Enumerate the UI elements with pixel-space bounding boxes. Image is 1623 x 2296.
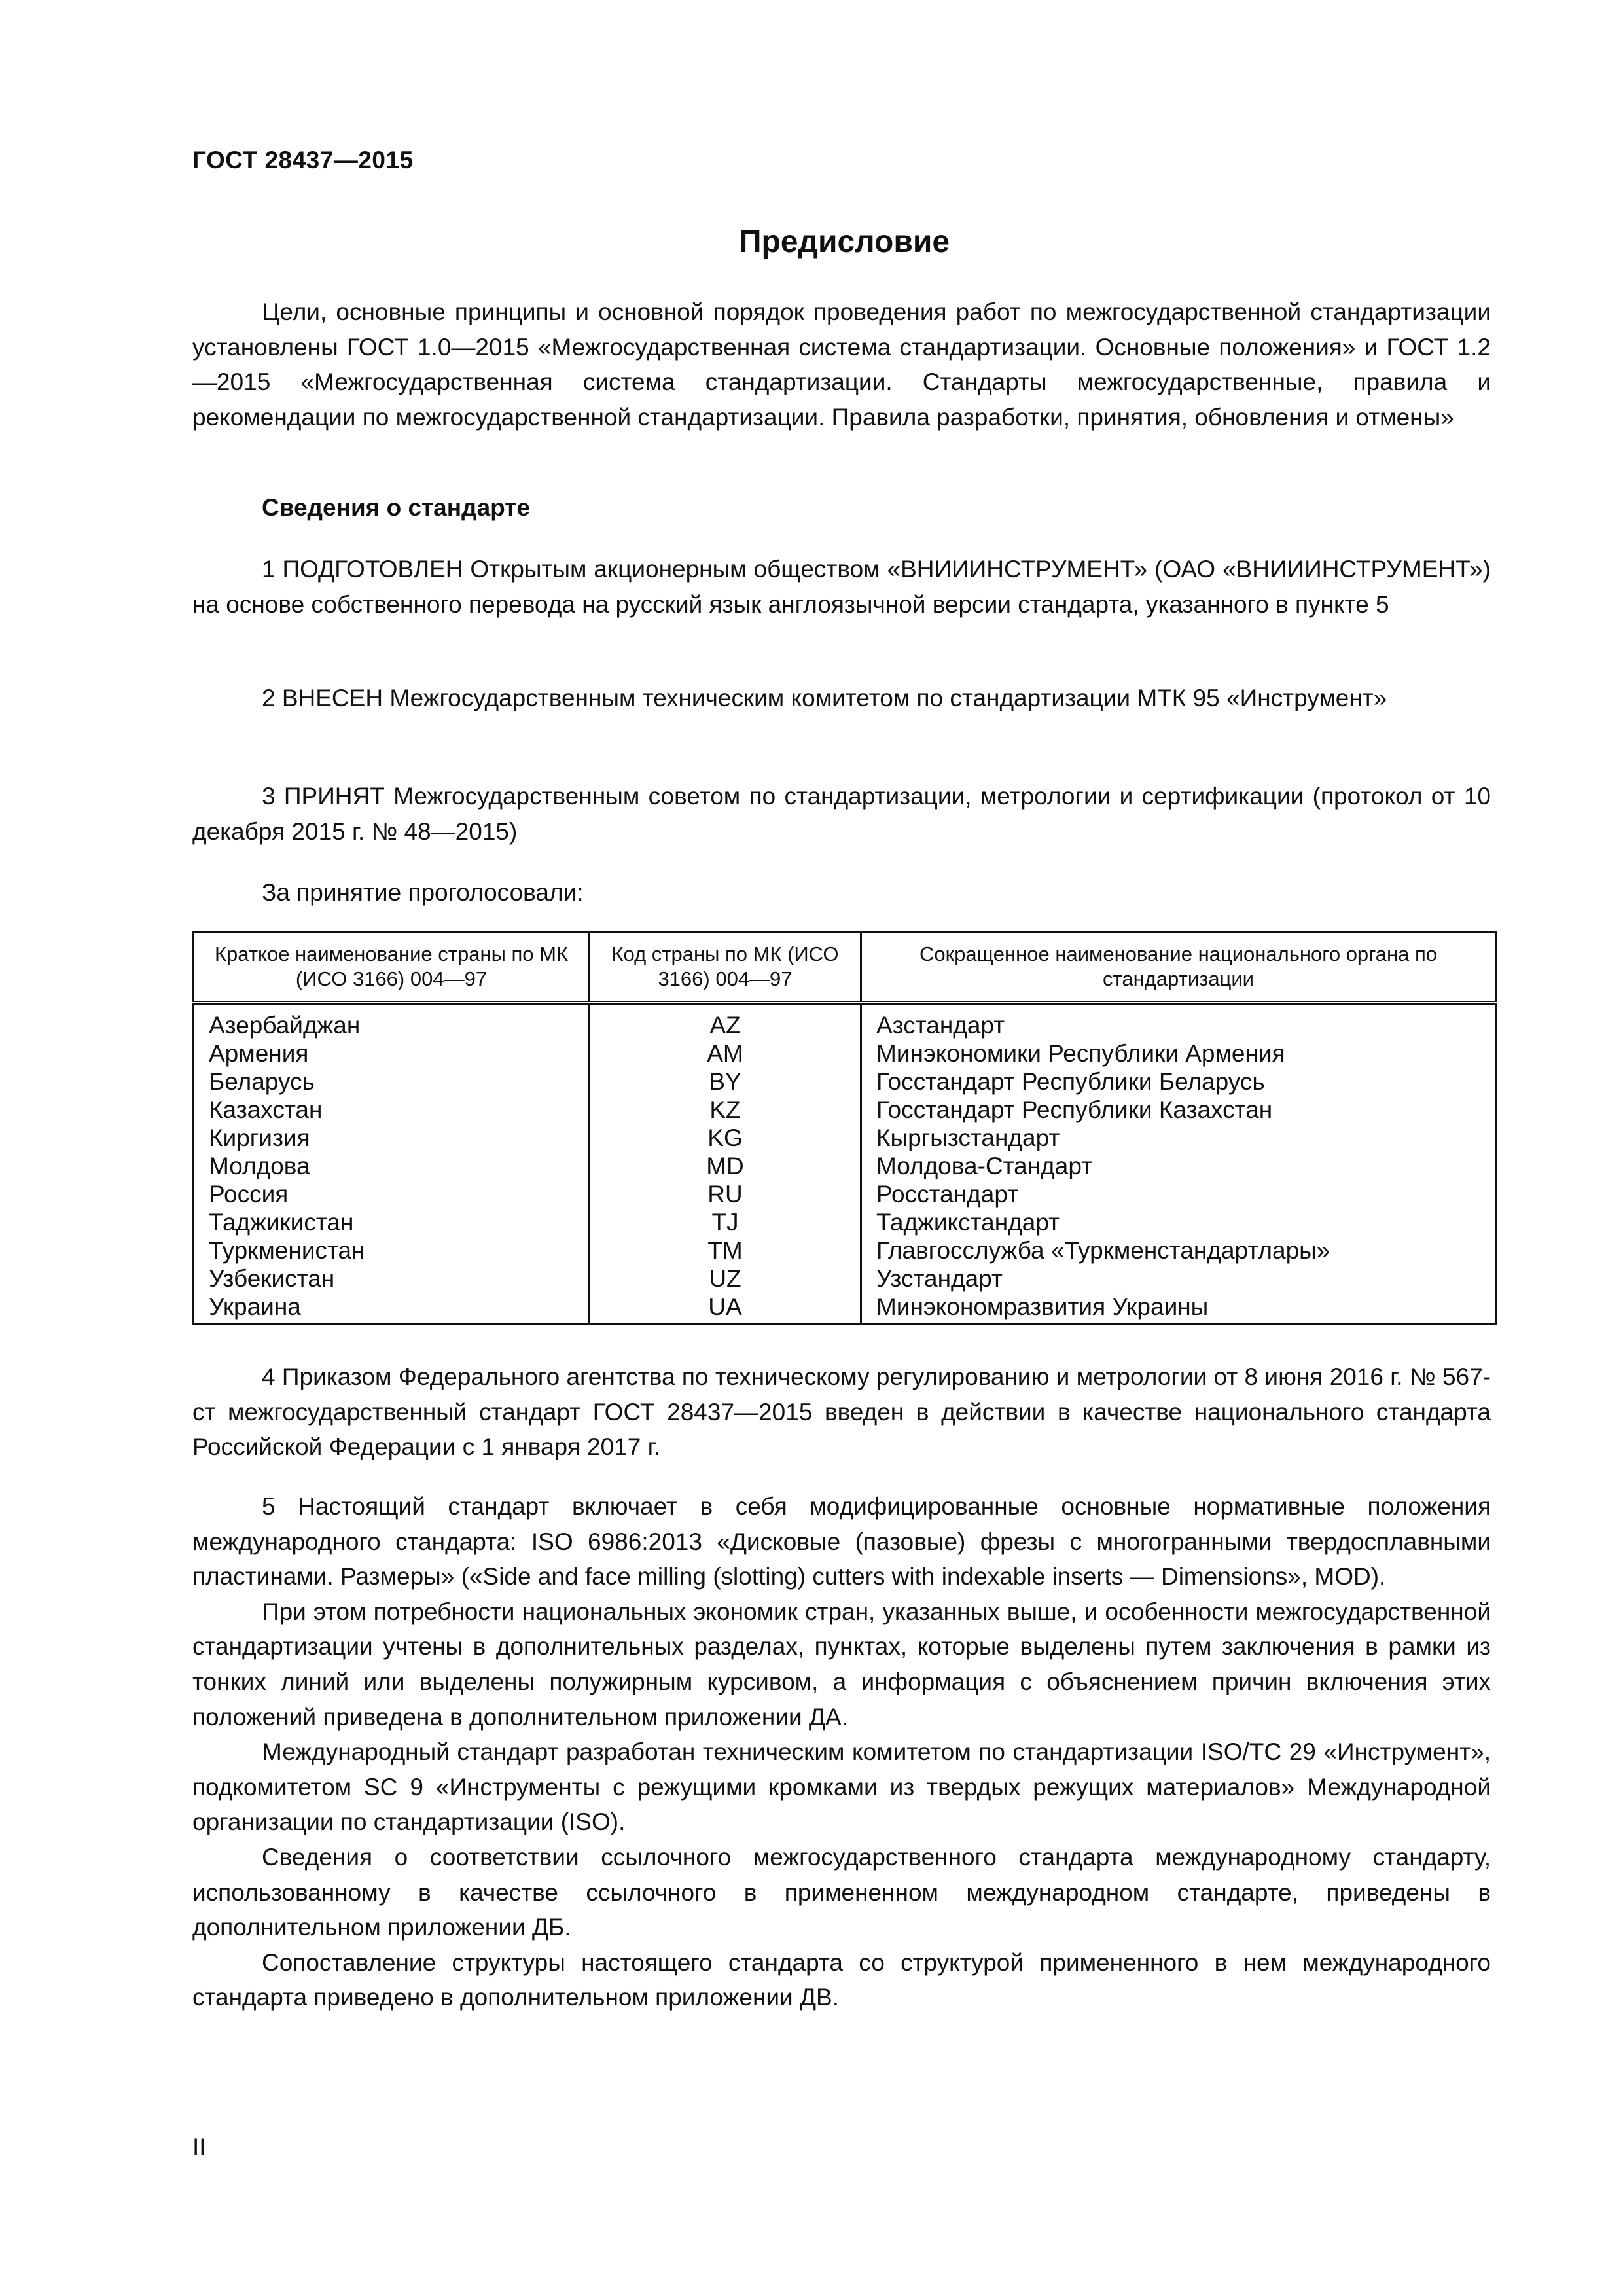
code-cell: AM [590, 1039, 861, 1067]
item5-paragraph-4: Сведения о соответствии ссылочного межгосударственного стандарта международному стандарту, использованному в качестве ссылочного в примененном международном стандарте, приведены в дополнительном приложении ДБ. [192, 1843, 1491, 1941]
code-cell: TJ [590, 1208, 861, 1236]
item5-paragraph: 5 Настоящий стандарт включает в себя модифицированные основные нормативные положения международного стандарта: ISO 6986:2013 «Дисковые (пазовые) фрезы с многогранными твердосплавными пластинами. Размеры» («Side and face milling (slotting) cutters with indexable inserts — Dimensions», MOD). [192, 1493, 1491, 1590]
country-cell: Казахстан [194, 1096, 590, 1124]
table-row [194, 1236, 1496, 1265]
item5-block [192, 1489, 1491, 2015]
table-row [194, 1124, 1496, 1152]
item1-block [192, 552, 1491, 622]
agency-cell: Таджикстандарт [861, 1208, 1496, 1236]
item3-block [192, 779, 1491, 849]
agency-cell: Минэкономразвития Украины [861, 1293, 1496, 1325]
info-heading: Сведения о стандарте [262, 494, 530, 521]
page-title: Предисловие [738, 224, 950, 259]
code-cell: MD [590, 1152, 861, 1180]
intro-paragraph: Цели, основные принципы и основной порядок проведения работ по межгосударственной стандартизации установлены ГОСТ 1.0—2015 «Межгосударственная система стандартизации. Основные положения» и ГОСТ 1.2—2015 «Межгосударственная система стандартизации. Стандарты межгосударственные, правила и рекомендации по межгосударственной стандартизации. Правила разработки, принятия, обновления и отмены» [192, 298, 1491, 431]
table-row [194, 1180, 1496, 1208]
code-cell: BY [590, 1067, 861, 1096]
item2-paragraph: 2 ВНЕСЕН Межгосударственным техническим комитетом по стандартизации МТК 95 «Инструмент» [262, 685, 1387, 711]
code-cell: UA [590, 1293, 861, 1325]
country-cell: Молдова [194, 1152, 590, 1180]
code-cell: RU [590, 1180, 861, 1208]
item5-paragraph-5: Сопоставление структуры настоящего стандарта со структурой примененного в нем международного стандарта приведено в дополнительном приложении ДВ. [192, 1948, 1491, 2011]
table-row [194, 1096, 1496, 1124]
code-cell: UZ [590, 1265, 861, 1293]
country-cell: Узбекистан [194, 1265, 590, 1293]
table-row [194, 1265, 1496, 1293]
agency-cell: Госстандарт Республики Казахстан [861, 1096, 1496, 1124]
country-cell: Туркменистан [194, 1236, 590, 1265]
agency-cell: Азстандарт [861, 1003, 1496, 1039]
table-row [194, 1208, 1496, 1236]
table-row [194, 1152, 1496, 1180]
code-cell: AZ [590, 1003, 861, 1039]
item5-paragraph-3: Международный стандарт разработан техническим комитетом по стандартизации ISO/TC 29 «Инструмент», подкомитетом SC 9 «Инструменты с режущими кромками из твердых режущих материалов» Международной организации по стандартизации (ISO). [192, 1738, 1491, 1836]
country-cell: Украина [194, 1293, 590, 1325]
country-cell: Киргизия [194, 1124, 590, 1152]
item1-paragraph: 1 ПОДГОТОВЛЕН Открытым акционерным обществом «ВНИИИНСТРУМЕНТ» (ОАО «ВНИИИНСТРУМЕНТ») на основе собственного перевода на русский язык англоязычной версии стандарта, указанного в пункте 5 [192, 556, 1491, 618]
document-header: ГОСТ 28437—2015 [192, 147, 414, 173]
country-cell: Азербайджан [194, 1003, 590, 1039]
country-cell: Беларусь [194, 1067, 590, 1096]
agency-cell: Госстандарт Республики Беларусь [861, 1067, 1496, 1096]
item3-paragraph: 3 ПРИНЯТ Межгосударственным советом по стандартизации, метрологии и сертификации (протокол от 10 декабря 2015 г. № 48—2015) [192, 783, 1491, 845]
agency-cell: Узстандарт [861, 1265, 1496, 1293]
item4-paragraph: 4 Приказом Федерального агентства по техническому регулированию и метрологии от 8 июня 2016 г. № 567-ст межгосударственный стандарт ГОСТ 28437—2015 введен в действии в качестве национального стандарта Российской Федерации с 1 января 2017 г. [192, 1363, 1491, 1461]
voted-label: За принятие проголосовали: [262, 879, 584, 906]
agency-cell: Минэкономики Республики Армения [861, 1039, 1496, 1067]
header-code: Код страны по МК (ИСО 3166) 004—97 [590, 932, 861, 1003]
header-country: Краткое наименование страны по МК (ИСО 3166) 004—97 [194, 932, 590, 1003]
agency-cell: Кыргызстандарт [861, 1124, 1496, 1152]
item2-block [192, 681, 1491, 716]
country-cell: Армения [194, 1039, 590, 1067]
item4-block [192, 1359, 1491, 1465]
table-header-row [194, 932, 1496, 1003]
country-cell: Таджикистан [194, 1208, 590, 1236]
header-agency: Сокращенное наименование национального органа по стандартизации [861, 932, 1496, 1003]
item5-paragraph-2: При этом потребности национальных экономик стран, указанных выше, и особенности межгосударственной стандартизации учтены в дополнительных разделах, пунктах, которые выделены путем заключения в рамки из тонких линий или выделены полужирным курсивом, а информация с объяснением причин включения этих положений приведена в дополнительном приложении ДА. [192, 1598, 1491, 1731]
agency-cell: Молдова-Стандарт [861, 1152, 1496, 1180]
agency-cell: Росстандарт [861, 1180, 1496, 1208]
table-row [194, 1003, 1496, 1039]
page-number: II [192, 2134, 206, 2161]
table-row [194, 1067, 1496, 1096]
country-cell: Россия [194, 1180, 590, 1208]
code-cell: KZ [590, 1096, 861, 1124]
agency-cell: Главгосслужба «Туркменстандартлары» [861, 1236, 1496, 1265]
code-cell: TM [590, 1236, 861, 1265]
intro-block [192, 295, 1491, 435]
voting-table [192, 931, 1497, 1325]
table-row [194, 1293, 1496, 1325]
code-cell: KG [590, 1124, 861, 1152]
table-row [194, 1039, 1496, 1067]
